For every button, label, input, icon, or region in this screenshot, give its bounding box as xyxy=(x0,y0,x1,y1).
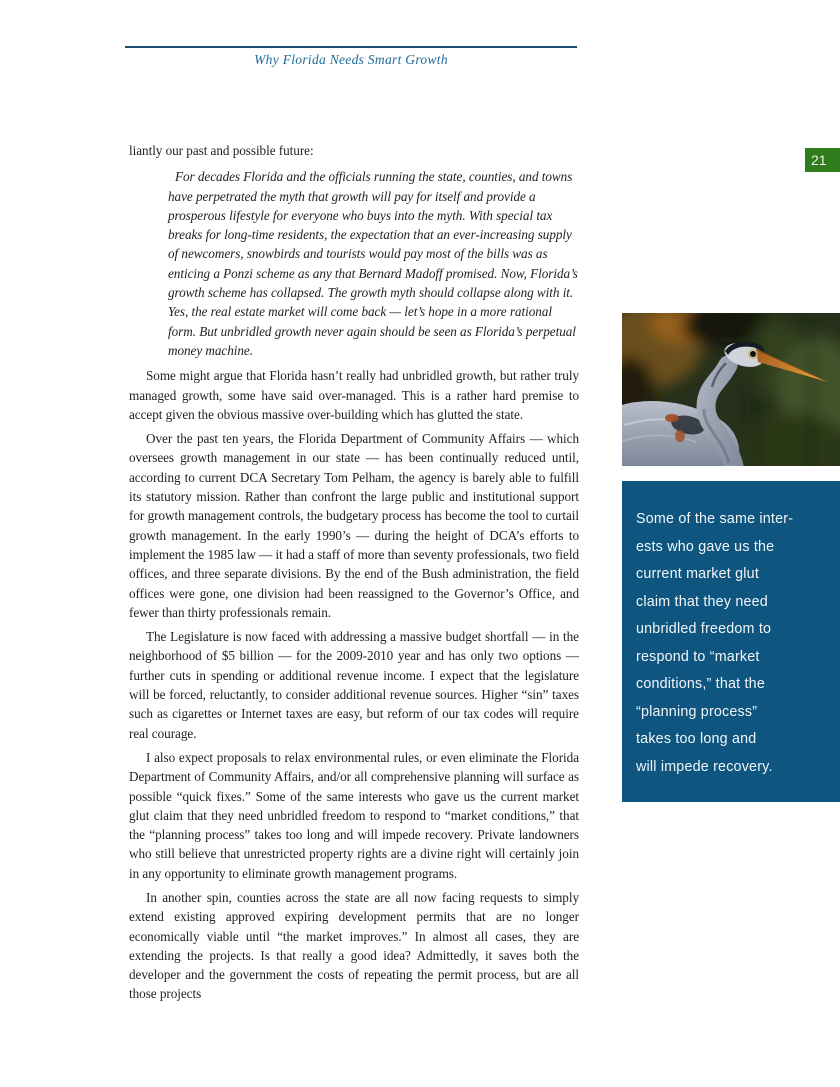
header-rule xyxy=(125,46,577,48)
paragraph: Over the past ten years, the Florida Department of Community Affairs — which oversees growth management in our state — has been continually reduced until, according to current DCA Secretary Tom Pelham, the agency is barely able to fulfill its statutory mission. Rather than confront the large public and institutional support for growth management controls, the budgetary process has become the tool to curtail growth management. In the early 1990’s — during the height of DCA’s efforts to implement the 1985 law — it had a staff of more than seventy professionals, two field offices, and three separate divisions. By the end of the Bush administration, the field offices were gone, one division had been reassigned to the Governor’s Office, and fewer than thirty professionals remain. xyxy=(129,431,579,620)
paragraph: In another spin, counties across the state are all now facing requests to simply extend existing approved expiring development permits that are no longer economically viable until “the market improves.” In almost all cases, they are extending the projects. Is that really a good idea? Admittedly, it saves both the developer and the government the costs of repeating the permit process, but are all those projects xyxy=(129,889,579,1002)
paragraph: I also expect proposals to relax environmental rules, or even eliminate the Florida Department of Community Affairs, and/or all comprehensive planning will surface as possible “quick fixes.” Some of the same interests who gave us the current market glut claim that they need unbridled freedom to respond to “market conditions,” that the “planning process” takes too long and will impede recovery. Private landowners who still believe that unrestricted property rights are a divine right will certainly join in any opportunity to eliminate growth management programs. xyxy=(129,749,579,881)
pull-quote-line: conditions,” that the xyxy=(636,676,765,692)
heron-photo-illustration xyxy=(622,313,840,466)
pull-quote-line: takes too long and xyxy=(636,731,757,747)
pull-quote-line: current market glut xyxy=(636,566,759,582)
pull-quote-line: ests who gave us the xyxy=(636,538,775,555)
pull-quote-line: “planning process” xyxy=(636,703,758,720)
pull-quote-line: respond to “market xyxy=(636,648,760,665)
pull-quote-text xyxy=(636,506,830,781)
running-header: Why Florida Needs Smart Growth xyxy=(254,52,448,67)
continuation-line: liantly our past and possible future: xyxy=(129,143,314,158)
body-text-column xyxy=(129,141,579,1004)
paragraph: The Legislature is now faced with addressing a massive budget shortfall — in the neighborhood of $5 billion — for the 2009-2010 year and has only two options — further cuts in spending or additional revenue income. I expect that the legislature will be forced, reluctantly, to consider additional revenue sources. Higher “sin” taxes such as cigarettes or Internet taxes are easy, but reform of our tax codes will require real courage. xyxy=(129,629,579,741)
pull-quote-box xyxy=(622,481,840,802)
pull-quote-line: claim that they need xyxy=(636,593,768,610)
pull-quote-line: will impede recovery. xyxy=(636,758,773,775)
block-quote: For decades Florida and the officials running the state, counties, and towns have perpetrated the myth that growth will pay for itself and provide a prosperous lifestyle for everyone who buys into the myth. With special tax breaks for long-time residents, the expectation that an ever-increasing supply of newcomers, snowbirds and tourists would pay most of the bills was as enticing a Ponzi scheme as any that Bernard Madoff promised. Now, Florida’s growth scheme has collapsed. The growth myth should collapse along with it. Yes, the real estate market will come back — let’s hope in a more rational form. But unbridled growth never again should be seen as Florida’s perpetual money machine. xyxy=(168,169,578,358)
heron-photo xyxy=(622,313,840,466)
page-number-badge: 21 xyxy=(805,148,840,172)
body-paragraphs xyxy=(129,366,579,1004)
pull-quote-line: Some of the same inter- xyxy=(636,511,794,527)
pull-quote-line: unbridled freedom to xyxy=(636,621,772,637)
paragraph: Some might argue that Florida hasn’t really had unbridled growth, but rather truly managed growth, some have said over-managed. This is a rather hard premise to accept given the obvious massive over-building which has glutted the state. xyxy=(129,368,579,422)
